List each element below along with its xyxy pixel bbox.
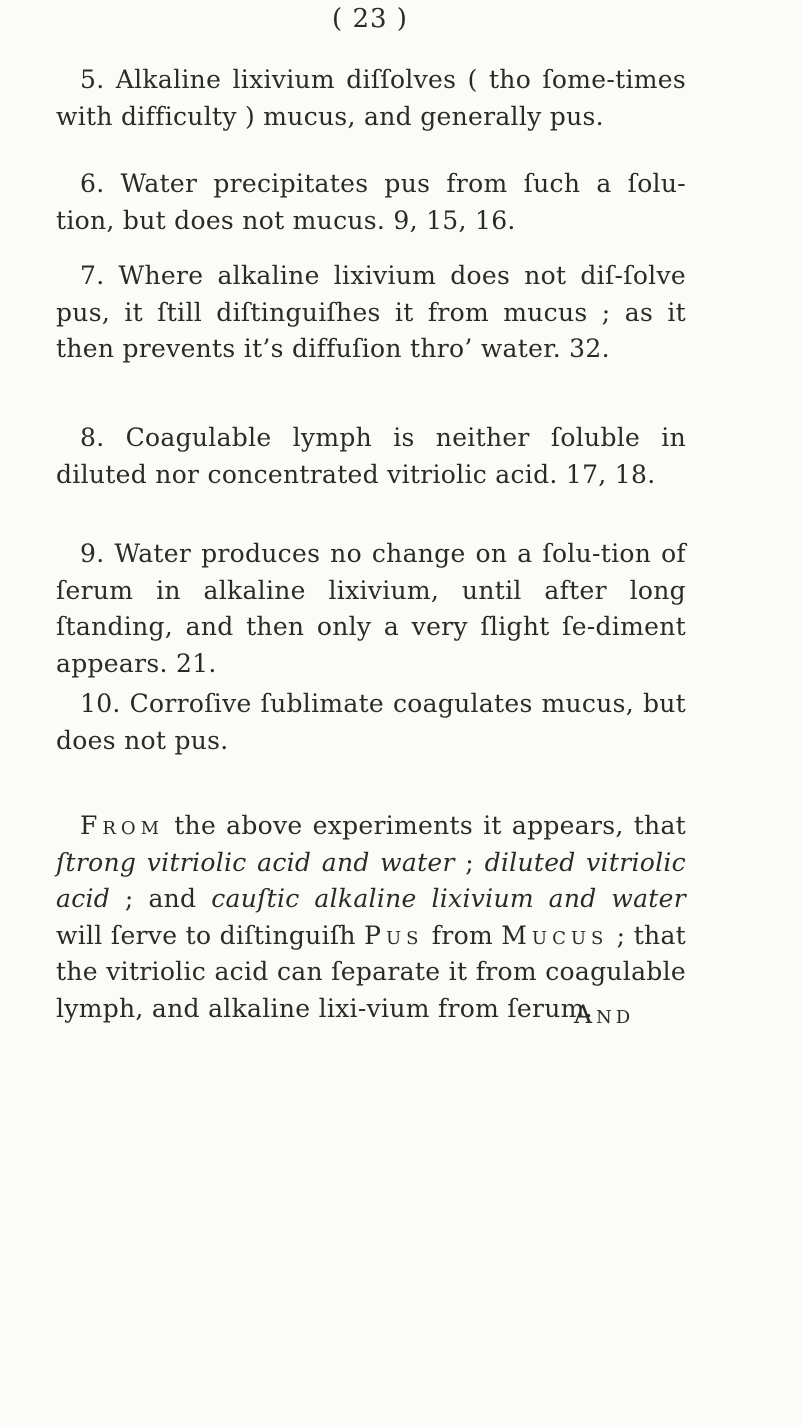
conclusion-pus: Pus <box>364 920 424 950</box>
paragraph-8: 8. Coagulable lymph is neither ſoluble in diluted nor concentrated vitriolic acid. 17, 18. <box>56 423 686 489</box>
conclusion-text-3: ; and <box>110 884 212 913</box>
conclusion-mucus: Mucus <box>501 920 609 950</box>
conclusion-text-5: from <box>423 920 502 950</box>
conclusion-text-2: ; <box>454 847 485 877</box>
conclusion-text-4: will ſerve to diſtinguiſh <box>56 920 365 950</box>
conclusion-paragraph <box>56 808 686 1027</box>
conclusion-italic-3: cauſtic alkaline lixivium and water <box>211 884 686 913</box>
conclusion-italic-2: diluted vitriolic acid <box>56 847 686 913</box>
conclusion-text-6: ; that the vitriolic acid can ſeparate it from coagulable lymph, and alkaline lixi-vium from ſerum. <box>56 920 687 1023</box>
paragraph-7: 7. Where alkaline lixivium does not diſ-ſolve pus, it ſtill diſtinguiſhes it from mucus ; as it then prevents it’s diffuſion thro’ water. 32. <box>56 261 686 363</box>
catchword: And <box>574 1000 635 1029</box>
paragraph-9: 9. Water produces no change on a ſolu-tion of ſerum in alkaline lixivium, until after long ſtanding, and then only a very ſlight ſe-diment appears. 21. <box>56 539 686 678</box>
conclusion-text-1: the above experiments it appears, that <box>164 811 686 840</box>
page-number: ( 23 ) <box>332 4 408 34</box>
conclusion-lead: From <box>80 811 165 840</box>
paragraph-10: 10. Corroſive ſublimate coagulates mucus, but does not pus. <box>56 689 686 755</box>
paragraph-5: 5. Alkaline lixivium diſſolves ( tho ſome-times with difficulty ) mucus, and generally pus. <box>56 65 686 131</box>
paragraph-6: 6. Water precipitates pus from ſuch a ſolu-tion, but does not mucus. 9, 15, 16. <box>56 169 686 235</box>
conclusion-italic-1: ſtrong vitriolic acid and water <box>56 847 455 877</box>
